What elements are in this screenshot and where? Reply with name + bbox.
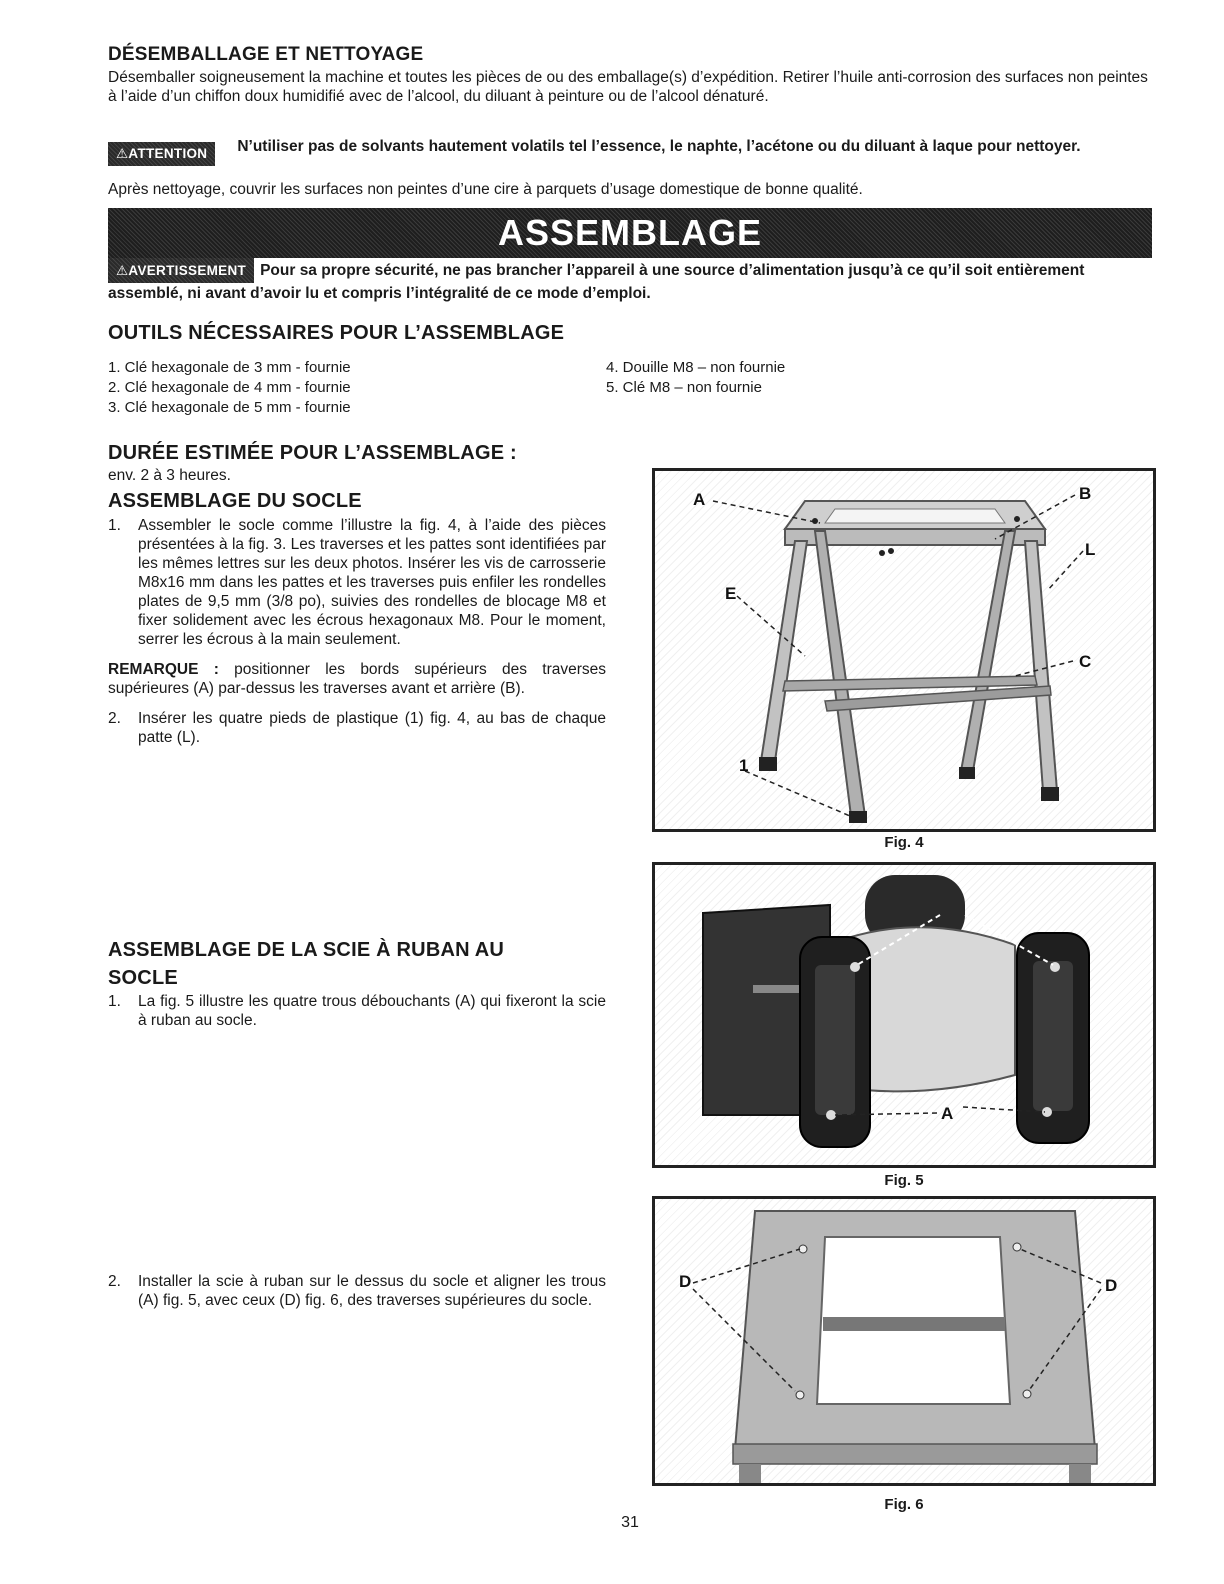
note-label: REMARQUE : [108,661,219,678]
fig4-label-l: L [1085,540,1096,559]
duration-value: env. 2 à 3 heures. [108,467,231,484]
tool-item: 3. Clé hexagonale de 5 mm - fournie [108,399,351,416]
fig4-label-e: E [725,584,737,603]
saw-step-1: 1. La fig. 5 illustre les quatre trous débouchants (A) qui fixeront la scie à ruban au socle. [108,993,606,1029]
stand-step-2: 2. Insérer les quatre pieds de plastique (1) fig. 4, au bas de chaque patte (L). [108,710,606,746]
stand-note [108,660,606,698]
tools-list-right [606,358,1086,398]
bandsaw-base-illustration [655,865,1153,1165]
figure-4 [652,468,1156,832]
fig4-caption: Fig. 4 [884,834,924,851]
stand-step-1: 1. Assembler le socle comme l’illustre la fig. 4, à l’aide des pièces présentées à la fig. 3. Les traverses et les pattes sont identifiées par les mêmes lettres sur les deux photos. Insérer les vis de carrosserie M8x16 mm dans les pattes et les traverses puis enfiler les rondelles plates de 9,5 mm (3/8 po), suivies des rondelles de blocage M8 et fixer solidement avec les écrous hexagonaux M8. Pour le moment, serrer les écrous à la main seulement. [108,517,606,648]
page-number: 31 [621,1514,639,1531]
tool-item: 2. Clé hexagonale de 4 mm - fournie [108,379,351,396]
tool-item: 1. Clé hexagonale de 3 mm - fournie [108,359,351,376]
caution-badge: ⚠ATTENTION [108,142,215,166]
fig4-label-c: C [1079,652,1092,671]
saw-step-2: 2. Installer la scie à ruban sur le dessus du socle et aligner les trous (A) fig. 5, avec ceux (D) fig. 6, des traverses supérieures du socle. [108,1273,606,1309]
saw-assembly-title: ASSEMBLAGE DE LA SCIE À RUBAN AU SOCLE [108,939,505,989]
fig4-label-a: A [693,490,706,509]
fig6-caption: Fig. 6 [884,1496,924,1513]
assembly-banner-title: ASSEMBLAGE [497,212,763,253]
fig6-label-d-right: D [1105,1276,1118,1295]
fig5-caption: Fig. 5 [884,1172,924,1189]
figure-5 [652,862,1156,1168]
warning-badge: ⚠AVERTISSEMENT [108,258,254,283]
unpacking-title: DÉSEMBALLAGE ET NETTOYAGE [108,44,424,65]
tool-item: 5. Clé M8 – non fournie [606,379,762,396]
warning-text: Pour sa propre sécurité, ne pas brancher l’appareil à une source d’alimentation jusqu’à ce qu’il soit entièrement assemblé, ni avant d’avoir lu et compris l’intégralité de ce mode d’emploi. [108,262,1085,302]
assembly-banner [108,208,1152,258]
fig5-label-a: A [941,1104,954,1123]
fig4-label-b: B [1079,484,1092,503]
caution-block [108,138,1148,166]
fig4-label-1: 1 [739,756,749,775]
tools-list-left [108,358,588,418]
stand-assembly-title: ASSEMBLAGE DU SOCLE [108,490,362,512]
duration-title: DURÉE ESTIMÉE POUR L’ASSEMBLAGE : [108,442,517,464]
warning-block [108,258,1154,304]
tool-item: 4. Douille M8 – non fournie [606,359,786,376]
stand-assembly-body [108,516,606,747]
tools-title: OUTILS NÉCESSAIRES POUR L’ASSEMBLAGE [108,322,565,344]
note-text: positionner les bords supérieurs des traverses supérieures (A) par-dessus les traverses avant et arrière (B). [108,661,606,697]
figure-6 [652,1196,1156,1486]
after-cleaning-text: Après nettoyage, couvrir les surfaces non peintes d’une cire à parquets d’usage domestique de bonne qualité. [108,181,863,198]
fig6-label-d-left: D [679,1272,692,1291]
stand-illustration [655,471,1153,829]
caution-text: N’utiliser pas de solvants hautement volatils tel l’essence, le naphte, l’acétone ou du diluant à laque pour nettoyer. [237,138,1081,155]
stand-top-illustration [655,1199,1153,1483]
unpacking-paragraph: Désemballer soigneusement la machine et toutes les pièces de ou des emballage(s) d’expédition. Retirer l’huile anti-corrosion des surfaces non peintes à l’aide d’un chiffon doux humidifié avec de l’alcool, du diluant à peinture ou de l’alcool dénaturé. [108,69,1148,105]
